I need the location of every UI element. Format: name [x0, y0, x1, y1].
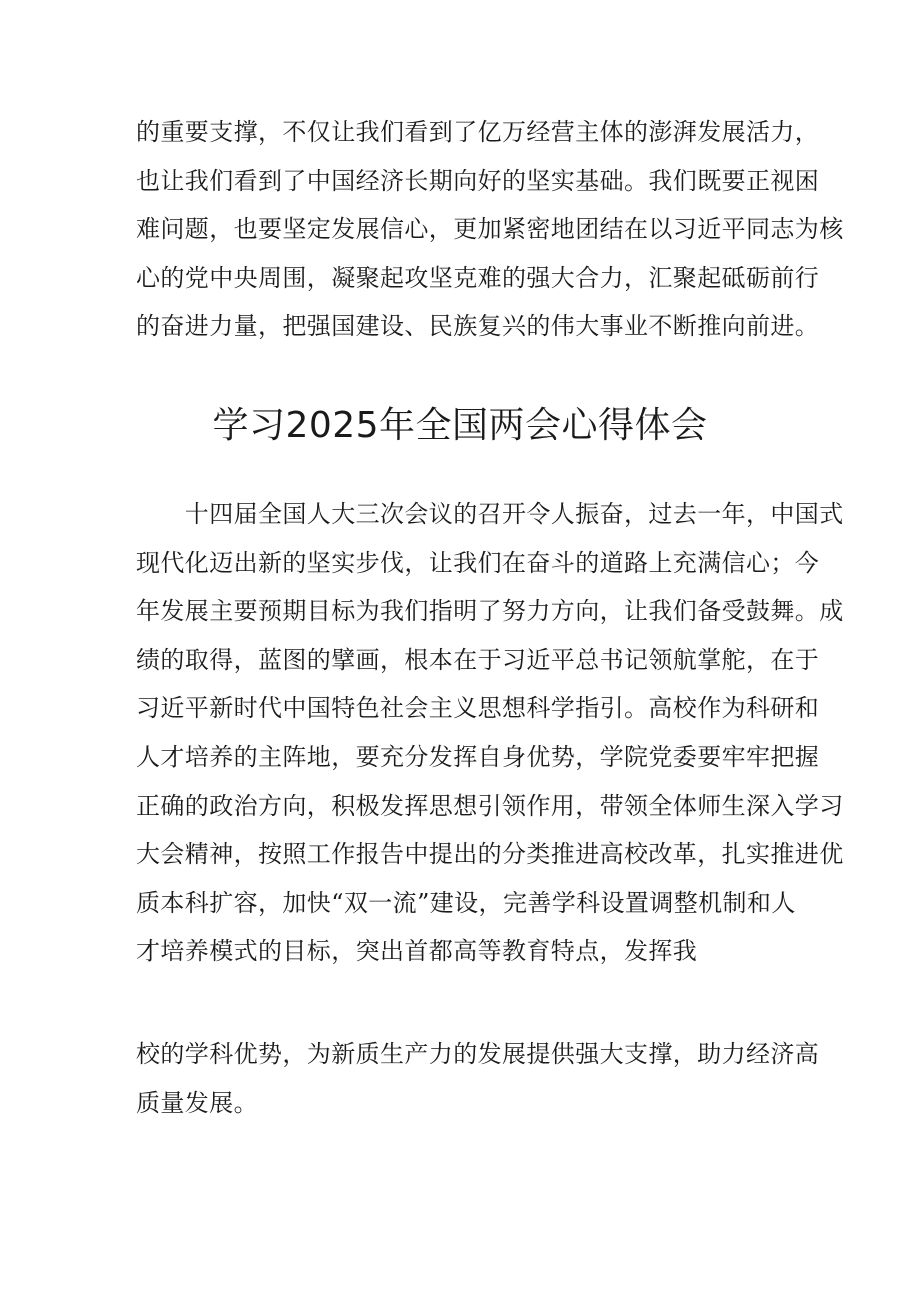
paragraph-line: 才培养模式的目标，突出首都高等教育特点，发挥我	[136, 937, 698, 966]
end-paragraph	[136, 1030, 820, 1127]
paragraph-line: 十四届全国人大三次会议的召开令人振奋，过去一年，中国式	[136, 500, 844, 528]
document-title: 学习2025年全国两会心得体会	[212, 405, 708, 446]
paragraph-line: 大会精神，按照工作报告中提出的分类推进高校改革，扎实推进优	[136, 840, 844, 869]
paragraph-line: 正确的政治方向，积极发挥思想引领作用，带领全体师生深入学习	[136, 791, 844, 820]
paragraph-line: 人才培养的主阵地，要充分发挥自身优势，学院党委要牢牢把握	[136, 742, 820, 771]
paragraph-line: 心的党中央周围，凝聚起攻坚克难的强大合力，汇聚起砥砺前行	[136, 263, 820, 292]
paragraph-line: 的重要支撑，不仅让我们看到了亿万经营主体的澎湃发展活力，	[136, 118, 820, 146]
main-paragraph	[136, 490, 844, 976]
paragraph-line: 绩的取得，蓝图的擘画，根本在于习近平总书记领航掌舵，在于	[136, 645, 820, 674]
paragraph-line: 校的学科优势，为新质生产力的发展提供强大支撑，助力经济高	[136, 1040, 820, 1068]
paragraph-line: 也让我们看到了中国经济长期向好的坚实基础。我们既要正视困	[136, 166, 820, 195]
paragraph-line: 难问题，也要坚定发展信心，更加紧密地团结在以习近平同志为核	[136, 215, 844, 244]
top-paragraph	[136, 108, 844, 351]
paragraph-line: 年发展主要预期目标为我们指明了努力方向，让我们备受鼓舞。成	[136, 597, 844, 626]
paragraph-line: 质本科扩容，加快“双一流”建设，完善学科设置调整机制和人	[136, 888, 796, 917]
paragraph-line: 习近平新时代中国特色社会主义思想科学指引。高校作为科研和	[136, 694, 820, 723]
paragraph-line: 的奋进力量，把强国建设、民族复兴的伟大事业不断推向前进。	[136, 312, 820, 341]
paragraph-line: 质量发展。	[136, 1088, 258, 1117]
paragraph-line: 现代化迈出新的坚实步伐，让我们在奋斗的道路上充满信心；今	[136, 548, 820, 577]
